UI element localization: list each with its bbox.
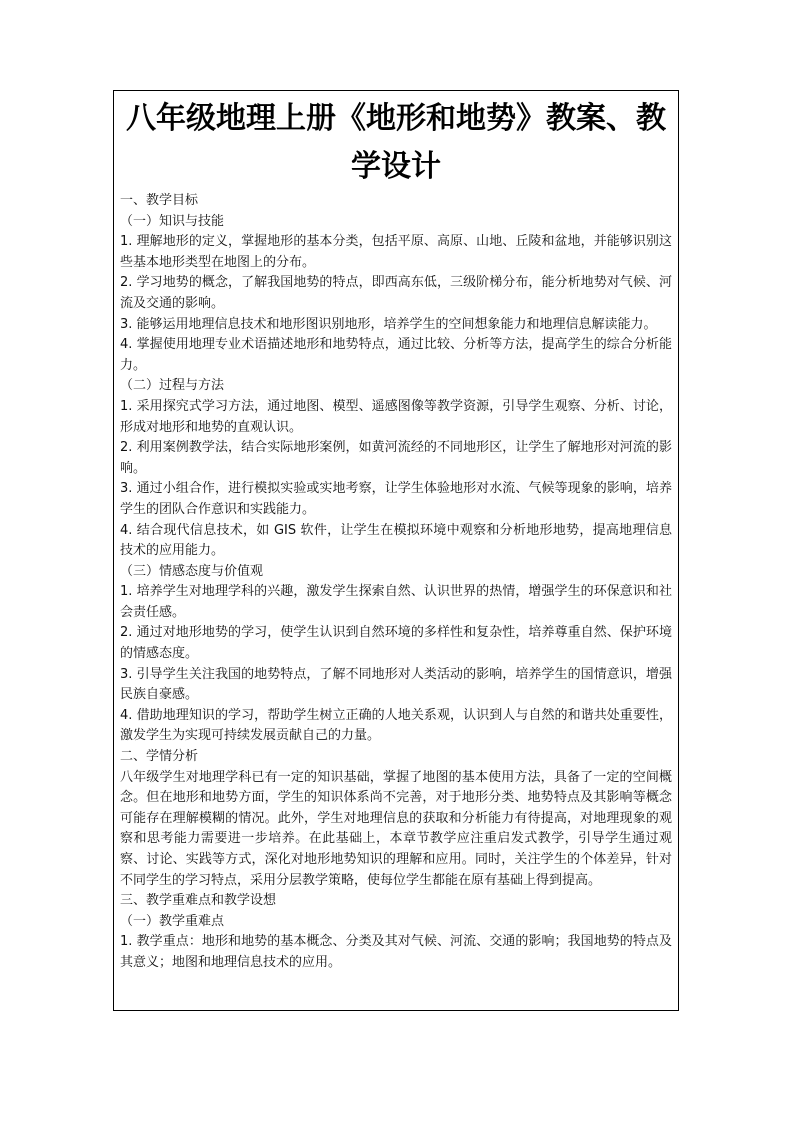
knowledge-item: 2. 学习地势的概念，了解我国地势的特点，即西高东低，三级阶梯分布，能分析地势对气候、河流及交通的影响。 [120,275,672,311]
analysis-paragraph: 八年级学生对地理学科已有一定的知识基础，掌握了地图的基本使用方法，具备了一定的空间概念。但在地形和地势方面，学生的知识体系尚不完善，对于地形分类、地势特点及其影响等概念可能存在理解模糊的情况。此外，学生对地理信息的获取和分析能力有待提高，对地理现象的观察和思考能力需要进一步培养。在此基础上，本章节教学应注重启发式教学，引导学生通过观察、讨论、实践等方式，深化对地形地势知识的理解和应用。同时，关注学生的个体差异，针对不同学生的学习特点，采用分层教学策略，使每位学生都能在原有基础上得到提高。 [120,769,672,888]
section-heading-design: 三、教学重难点和教学设想 [120,893,277,909]
emotion-item: 3. 引导学生关注我国的地势特点，了解不同地形对人类活动的影响，培养学生的国情意识，增强民族自豪感。 [120,666,672,703]
subsection-heading-key-points: （一）教学重难点 [120,913,225,929]
knowledge-item: 3. 能够运用地理信息技术和地形图识别地形，培养学生的空间想象能力和地理信息解读能力。 [120,316,657,332]
subsection-heading-process: （二）过程与方法 [120,378,225,394]
section-heading-analysis: 二、学情分析 [120,749,199,765]
emotion-item: 1. 培养学生对地理学科的兴趣，激发学生探索自然、认识世界的热情，增强学生的环保意识和社会责任感。 [120,584,672,620]
subsection-heading-emotion: （三）情感态度与价值观 [120,563,264,579]
section-heading-goals: 一、教学目标 [120,193,199,208]
process-item: 2. 利用案例教学法，结合实际地形案例，如黄河流经的不同地形区，让学生了解地形对河流的影响。 [120,440,672,476]
knowledge-item: 1. 理解地形的定义，掌握地形的基本分类，包括平原、高原、山地、丘陵和盆地，并能够识别这些基本地形类型在地图上的分布。 [120,234,672,270]
knowledge-item: 4. 掌握使用地理专业术语描述地形和地势特点，通过比较、分析等方法，提高学生的综合分析能力。 [120,337,672,373]
page-title: 八年级地理上册《地形和地势》教案、教学设计 [126,101,666,184]
emotion-item: 2. 通过对地形地势的学习，使学生认识到自然环境的多样性和复杂性，培养尊重自然、保护环境的情感态度。 [120,625,672,662]
process-item: 4. 结合现代信息技术，如 GIS 软件，让学生在模拟环境中观察和分析地形地势，提高地理信息技术的应用能力。 [120,522,672,559]
process-item: 3. 通过小组合作，进行模拟实验或实地考察，让学生体验地形对水流、气候等现象的影响，培养学生的团队合作意识和实践能力。 [120,481,672,517]
process-item: 1. 采用探究式学习方法，通过地图、模型、遥感图像等教学资源，引导学生观察、分析、讨论，形成对地形和地势的直观认识。 [120,398,672,435]
document-frame [113,90,679,1011]
emotion-item: 4. 借助地理知识的学习，帮助学生树立正确的人地关系观，认识到人与自然的和谐共处重要性，激发学生为实现可持续发展贡献自己的力量。 [120,707,672,744]
document-body [114,191,678,974]
key-point-item: 1. 教学重点：地形和地势的基本概念、分类及其对气候、河流、交通的影响；我国地势的特点及其意义；地图和地理信息技术的应用。 [120,934,672,970]
subsection-heading-knowledge: （一）知识与技能 [120,213,225,229]
